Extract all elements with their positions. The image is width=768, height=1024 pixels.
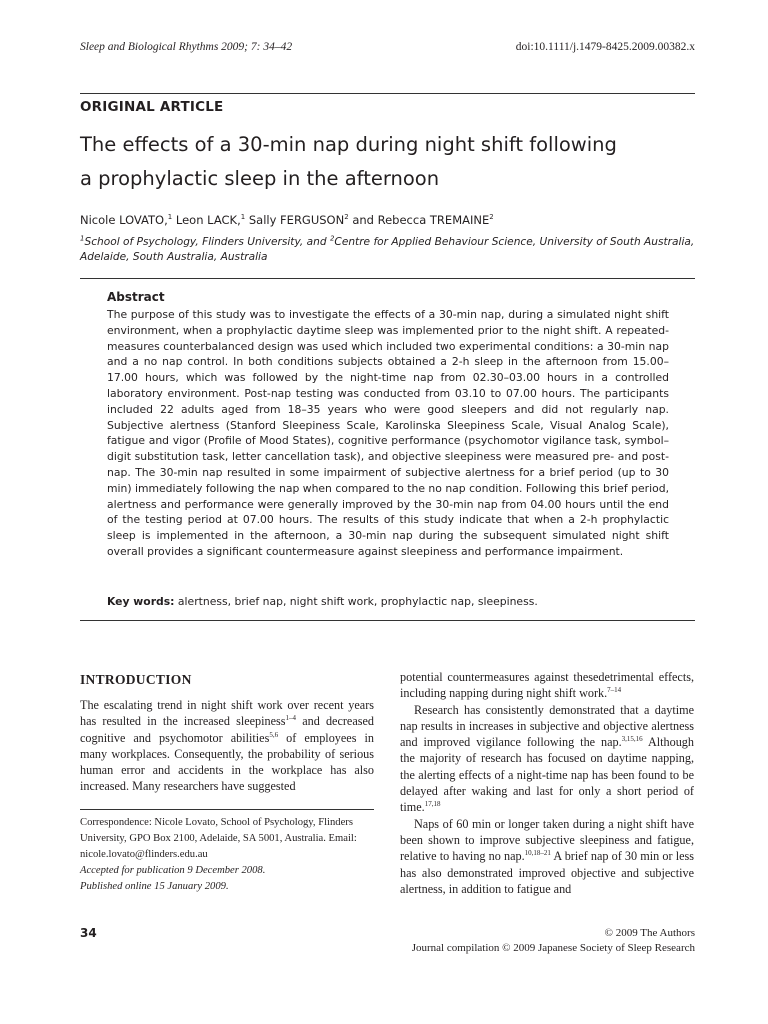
citation: 3,15,16 [621, 735, 643, 744]
paragraph [80, 697, 374, 795]
affiliations [80, 235, 700, 264]
page-number: 34 [80, 926, 97, 940]
left-column [80, 697, 374, 795]
paragraph-text: The escalating trend in night shift work over recent years has resulted in the increased sleepiness [80, 698, 374, 729]
paragraph [400, 816, 694, 897]
paragraph-text: Although the majority of research has focused on daytime napping, the alerting effects of a night-time nap has been found to be delayed after waking and last for only a short period of time. [400, 735, 694, 815]
affiliation-mark: 1 [167, 213, 173, 222]
section-label: ORIGINAL ARTICLE [80, 99, 224, 115]
copyright-notice [412, 926, 695, 956]
keywords-label: Key words: [107, 595, 175, 608]
affiliation-mark: 2 [329, 234, 335, 243]
affiliation-mark: 1 [240, 213, 246, 222]
abstract-bottom-rule [80, 620, 695, 621]
affiliation-mark: 2 [344, 213, 349, 222]
affiliation-text: School of Psychology, Flinders University, and [84, 236, 330, 248]
footnote-rule [80, 809, 374, 810]
article-title [80, 128, 700, 196]
published-date: Published online 15 January 2009. [80, 881, 229, 892]
journal-compilation-line: Journal compilation © 2009 Japanese Society of Sleep Research [411, 942, 695, 954]
affiliation-text: Centre for Applied Behaviour Science, University of South Australia, Adelaide, South Australia, Australia [80, 236, 695, 263]
affiliation-mark: 2 [489, 213, 494, 222]
citation: 17,18 [424, 800, 441, 809]
abstract-heading: Abstract [107, 290, 165, 304]
citation: 10,18–21 [524, 849, 551, 858]
citation: 1–4 [285, 714, 297, 723]
author-name: Nicole LOVATO, [80, 213, 168, 227]
author-list [80, 213, 494, 227]
copyright-line: © 2009 The Authors [604, 927, 695, 939]
paragraph-text: and decreased cognitive and psychomotor abilities [80, 714, 375, 745]
header-divider [80, 93, 695, 94]
title-line-1: The effects of a 30-min nap during night shift following [80, 133, 617, 156]
footnote [80, 815, 374, 895]
paragraph-text: A brief nap of 30 min or less has also demonstrated improved objective and subjective alertness, in addition to fatigue and [400, 849, 694, 896]
journal-citation: Sleep and Biological Rhythms 2009; 7: 34–42 [80, 41, 293, 53]
correspondence: Correspondence: Nicole Lovato, School of Psychology, Flinders University, GPO Box 2100, Adelaide, SA 5001, Australia. Email: nicole.lovato@flinders.edu.au [80, 817, 357, 860]
paragraph-text: Naps of 60 min or longer taken during a night shift have been shown to improve subjective sleepiness and fatigue, relative to having no nap. [400, 816, 694, 864]
paragraph-text: Research has consistently demonstrated that a daytime nap results in increases in subjective and objective alertness and improved vigilance following the nap. [400, 702, 694, 750]
paragraph-text: potential countermeasures against thesedetrimental effects, including napping during night shift work. [400, 670, 694, 701]
abstract-text: The purpose of this study was to investigate the effects of a 30-min nap, during a simulated night shift environment, when a prophylactic daytime sleep was implemented prior to the night shift. A repeated-measures counterbalanced design was used which included two experimental conditions: a 30-min nap and a no nap control. In both conditions subjects obtained a 2-h sleep in the afternoon from 15.00–17.00 hours, which was followed by the night-time nap from 02.30–03.00 hours in a controlled laboratory environment. Post-nap testing was conducted from 03.10 to 07.00 hours. The participants included 22 adults aged from 18–35 years who were good sleepers and did not regularly nap. Subjective alertness (Stanford Sleepiness Scale, Karolinska Sleepiness Scale, Visual Analog Scale), fatigue and vigor (Profile of Mood States), cognitive performance (psychomotor vigilance task, symbol–digit substitution task, letter cancellation task), and objective sleepiness were measured pre- and post-nap. The 30-min nap resulted in some impairment of subjective alertness for a brief period (up to 30 min) immediately following the nap when compared to the no nap condition. Following this brief period, alertness and performance were generally improved by the 30-min nap from 04.00 hours until the end of the testing period at 07.00 hours. The results of this study indicate that when a 2-h prophylactic sleep is implemented in the afternoon, a 30-min nap during the subsequent simulated night shift overall provides a significant countermeasure against sleepiness and performance impairment. [107, 308, 669, 558]
introduction-heading: INTRODUCTION [80, 672, 192, 687]
keywords [107, 595, 669, 608]
citation: 5,6 [269, 730, 279, 739]
author-name: and Rebecca TREMAINE [348, 213, 490, 227]
author-name: Sally FERGUSON [245, 213, 345, 227]
doi[interactable]: doi:10.1111/j.1479-8425.2009.00382.x [515, 41, 695, 53]
abstract-top-rule [80, 278, 695, 279]
keywords-text: alertness, brief nap, night shift work, prophylactic nap, sleepiness. [174, 595, 538, 608]
author-name: Leon LACK, [172, 213, 241, 227]
accepted-date: Accepted for publication 9 December 2008. [80, 865, 266, 876]
paragraph [400, 702, 694, 816]
paragraph-text: of employees in many workplaces. Consequently, the probability of serious human error and accidents in the workplace has also increased. Many researchers have suggested [80, 730, 374, 794]
paragraph [400, 669, 694, 702]
citation: 7–14 [607, 686, 622, 695]
right-column [400, 669, 694, 897]
title-line-2: a prophylactic sleep in the afternoon [80, 167, 440, 190]
affiliation-mark: 1 [80, 234, 85, 243]
